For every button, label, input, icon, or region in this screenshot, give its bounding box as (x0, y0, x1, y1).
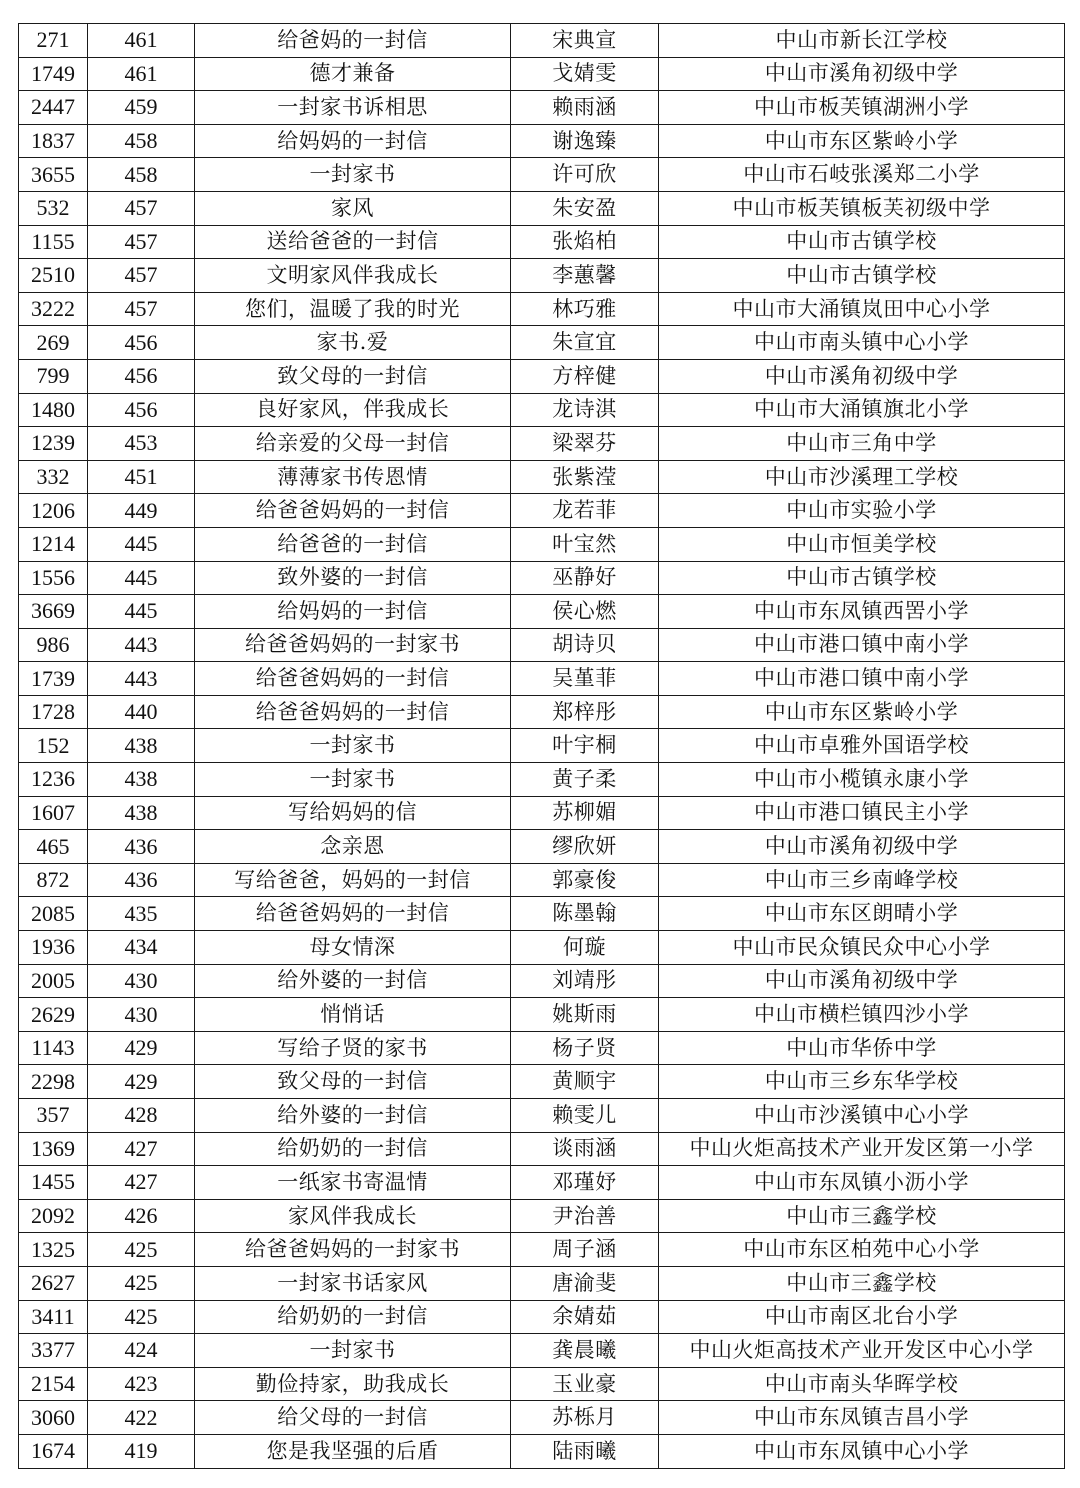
entry-number-cell: 1155 (19, 225, 88, 259)
entry-number-cell: 2447 (19, 91, 88, 125)
school-cell: 中山市溪角初级中学 (659, 57, 1065, 91)
essay-title-cell: 给爸爸妈妈的一封信 (195, 695, 511, 729)
school-cell: 中山市东区朗晴小学 (659, 897, 1065, 931)
table-row (19, 460, 1065, 494)
essay-title-cell: 薄薄家书传恩情 (195, 460, 511, 494)
score-cell: 438 (88, 796, 195, 830)
school-cell: 中山火炬高技术产业开发区中心小学 (659, 1334, 1065, 1368)
essay-title-cell: 写给爸爸，妈妈的一封信 (195, 863, 511, 897)
author-name-cell: 叶宇桐 (511, 729, 659, 763)
school-cell: 中山市东凤镇西罟小学 (659, 595, 1065, 629)
score-cell: 458 (88, 158, 195, 192)
author-name-cell: 龙诗淇 (511, 393, 659, 427)
table-row (19, 57, 1065, 91)
table-row (19, 998, 1065, 1032)
school-cell: 中山市古镇学校 (659, 225, 1065, 259)
author-name-cell: 龚晨曦 (511, 1334, 659, 1368)
school-cell: 中山市溪角初级中学 (659, 964, 1065, 998)
author-name-cell: 张紫滢 (511, 460, 659, 494)
table-row (19, 124, 1065, 158)
author-name-cell: 赖雨涵 (511, 91, 659, 125)
table-row (19, 1166, 1065, 1200)
school-cell: 中山市恒美学校 (659, 527, 1065, 561)
entry-number-cell: 2510 (19, 259, 88, 293)
table-row (19, 527, 1065, 561)
essay-title-cell: 给奶奶的一封信 (195, 1132, 511, 1166)
score-cell: 449 (88, 494, 195, 528)
table-row (19, 1065, 1065, 1099)
score-cell: 427 (88, 1132, 195, 1166)
essay-title-cell: 给爸爸的一封信 (195, 527, 511, 561)
author-name-cell: 梁翠芬 (511, 427, 659, 461)
score-cell: 461 (88, 57, 195, 91)
entry-number-cell: 532 (19, 191, 88, 225)
table-row (19, 796, 1065, 830)
author-name-cell: 尹治善 (511, 1199, 659, 1233)
essay-title-cell: 给爸爸妈妈的一封信 (195, 662, 511, 696)
table-row (19, 1334, 1065, 1368)
score-cell: 429 (88, 1031, 195, 1065)
table-row (19, 1031, 1065, 1065)
score-cell: 435 (88, 897, 195, 931)
school-cell: 中山市古镇学校 (659, 561, 1065, 595)
school-cell: 中山市三角中学 (659, 427, 1065, 461)
results-table-body (19, 24, 1065, 1469)
school-cell: 中山市沙溪理工学校 (659, 460, 1065, 494)
table-row (19, 1132, 1065, 1166)
school-cell: 中山市三乡东华学校 (659, 1065, 1065, 1099)
table-row (19, 662, 1065, 696)
school-cell: 中山市溪角初级中学 (659, 359, 1065, 393)
essay-title-cell: 给妈妈的一封信 (195, 124, 511, 158)
entry-number-cell: 1556 (19, 561, 88, 595)
author-name-cell: 何璇 (511, 931, 659, 965)
table-row (19, 292, 1065, 326)
school-cell: 中山市华侨中学 (659, 1031, 1065, 1065)
essay-title-cell: 良好家风，伴我成长 (195, 393, 511, 427)
essay-title-cell: 一封家书诉相思 (195, 91, 511, 125)
score-cell: 457 (88, 191, 195, 225)
school-cell: 中山市东凤镇小沥小学 (659, 1166, 1065, 1200)
entry-number-cell: 2092 (19, 1199, 88, 1233)
school-cell: 中山市大涌镇岚田中心小学 (659, 292, 1065, 326)
school-cell: 中山市三乡南峰学校 (659, 863, 1065, 897)
essay-title-cell: 写给子贤的家书 (195, 1031, 511, 1065)
essay-title-cell: 家书.爱 (195, 326, 511, 360)
author-name-cell: 宋典宣 (511, 24, 659, 58)
table-row (19, 1434, 1065, 1468)
table-row (19, 561, 1065, 595)
author-name-cell: 黄子柔 (511, 763, 659, 797)
entry-number-cell: 1239 (19, 427, 88, 461)
entry-number-cell: 269 (19, 326, 88, 360)
entry-number-cell: 271 (19, 24, 88, 58)
entry-number-cell: 1480 (19, 393, 88, 427)
score-cell: 425 (88, 1233, 195, 1267)
entry-number-cell: 2085 (19, 897, 88, 931)
table-row (19, 863, 1065, 897)
essay-title-cell: 写给妈妈的信 (195, 796, 511, 830)
school-cell: 中山市石岐张溪郑二小学 (659, 158, 1065, 192)
school-cell: 中山市沙溪镇中心小学 (659, 1099, 1065, 1133)
school-cell: 中山市南区北台小学 (659, 1300, 1065, 1334)
score-cell: 457 (88, 292, 195, 326)
author-name-cell: 巫静好 (511, 561, 659, 595)
table-row (19, 494, 1065, 528)
score-cell: 423 (88, 1367, 195, 1401)
essay-title-cell: 给爸爸妈妈的一封信 (195, 897, 511, 931)
essay-title-cell: 您们，温暖了我的时光 (195, 292, 511, 326)
score-cell: 456 (88, 326, 195, 360)
author-name-cell: 朱宣宜 (511, 326, 659, 360)
school-cell: 中山市新长江学校 (659, 24, 1065, 58)
score-cell: 426 (88, 1199, 195, 1233)
school-cell: 中山市三鑫学校 (659, 1266, 1065, 1300)
score-cell: 422 (88, 1401, 195, 1435)
essay-title-cell: 致父母的一封信 (195, 359, 511, 393)
entry-number-cell: 1749 (19, 57, 88, 91)
entry-number-cell: 1837 (19, 124, 88, 158)
author-name-cell: 杨子贤 (511, 1031, 659, 1065)
score-cell: 438 (88, 729, 195, 763)
essay-title-cell: 您是我坚强的后盾 (195, 1434, 511, 1468)
score-cell: 445 (88, 595, 195, 629)
table-row (19, 24, 1065, 58)
author-name-cell: 黄顺宇 (511, 1065, 659, 1099)
table-row (19, 695, 1065, 729)
school-cell: 中山市小榄镇永康小学 (659, 763, 1065, 797)
school-cell: 中山市港口镇中南小学 (659, 662, 1065, 696)
essay-title-cell: 一封家书话家风 (195, 1266, 511, 1300)
school-cell: 中山市东区紫岭小学 (659, 695, 1065, 729)
score-cell: 430 (88, 998, 195, 1032)
school-cell: 中山市横栏镇四沙小学 (659, 998, 1065, 1032)
score-cell: 453 (88, 427, 195, 461)
entry-number-cell: 1728 (19, 695, 88, 729)
author-name-cell: 谈雨涵 (511, 1132, 659, 1166)
entry-number-cell: 1607 (19, 796, 88, 830)
author-name-cell: 叶宝然 (511, 527, 659, 561)
entry-number-cell: 1325 (19, 1233, 88, 1267)
author-name-cell: 李蕙馨 (511, 259, 659, 293)
table-row (19, 1099, 1065, 1133)
entry-number-cell: 1206 (19, 494, 88, 528)
essay-title-cell: 给奶奶的一封信 (195, 1300, 511, 1334)
author-name-cell: 方梓健 (511, 359, 659, 393)
score-cell: 451 (88, 460, 195, 494)
table-row (19, 964, 1065, 998)
score-cell: 458 (88, 124, 195, 158)
entry-number-cell: 1369 (19, 1132, 88, 1166)
table-row (19, 359, 1065, 393)
school-cell: 中山市港口镇中南小学 (659, 628, 1065, 662)
score-cell: 457 (88, 259, 195, 293)
essay-title-cell: 给外婆的一封信 (195, 1099, 511, 1133)
table-row (19, 393, 1065, 427)
school-cell: 中山市板芙镇板芙初级中学 (659, 191, 1065, 225)
table-row (19, 1233, 1065, 1267)
essay-title-cell: 给爸妈的一封信 (195, 24, 511, 58)
author-name-cell: 苏柳媚 (511, 796, 659, 830)
entry-number-cell: 3655 (19, 158, 88, 192)
score-cell: 459 (88, 91, 195, 125)
author-name-cell: 唐渝斐 (511, 1266, 659, 1300)
essay-title-cell: 致外婆的一封信 (195, 561, 511, 595)
author-name-cell: 吴堇菲 (511, 662, 659, 696)
essay-title-cell: 家风伴我成长 (195, 1199, 511, 1233)
author-name-cell: 张焰柏 (511, 225, 659, 259)
table-row (19, 931, 1065, 965)
entry-number-cell: 1739 (19, 662, 88, 696)
author-name-cell: 玉业豪 (511, 1367, 659, 1401)
score-cell: 425 (88, 1300, 195, 1334)
entry-number-cell: 1236 (19, 763, 88, 797)
author-name-cell: 许可欣 (511, 158, 659, 192)
school-cell: 中山市东区紫岭小学 (659, 124, 1065, 158)
entry-number-cell: 3222 (19, 292, 88, 326)
table-row (19, 628, 1065, 662)
author-name-cell: 苏栎月 (511, 1401, 659, 1435)
essay-title-cell: 家风 (195, 191, 511, 225)
score-cell: 438 (88, 763, 195, 797)
results-table-sheet (18, 23, 1064, 1469)
entry-number-cell: 799 (19, 359, 88, 393)
entry-number-cell: 1674 (19, 1434, 88, 1468)
entry-number-cell: 872 (19, 863, 88, 897)
essay-title-cell: 给爸爸妈妈的一封家书 (195, 1233, 511, 1267)
score-cell: 428 (88, 1099, 195, 1133)
score-cell: 461 (88, 24, 195, 58)
score-cell: 427 (88, 1166, 195, 1200)
school-cell: 中山市东凤镇吉昌小学 (659, 1401, 1065, 1435)
score-cell: 436 (88, 863, 195, 897)
score-cell: 430 (88, 964, 195, 998)
entry-number-cell: 1214 (19, 527, 88, 561)
essay-title-cell: 德才兼备 (195, 57, 511, 91)
school-cell: 中山市南头华晖学校 (659, 1367, 1065, 1401)
essay-title-cell: 勤俭持家，助我成长 (195, 1367, 511, 1401)
school-cell: 中山市民众镇民众中心小学 (659, 931, 1065, 965)
entry-number-cell: 3377 (19, 1334, 88, 1368)
table-row (19, 91, 1065, 125)
author-name-cell: 刘靖彤 (511, 964, 659, 998)
author-name-cell: 林巧雅 (511, 292, 659, 326)
author-name-cell: 郭豪俊 (511, 863, 659, 897)
essay-title-cell: 给爸爸妈妈的一封信 (195, 494, 511, 528)
score-cell: 419 (88, 1434, 195, 1468)
author-name-cell: 赖雯儿 (511, 1099, 659, 1133)
essay-title-cell: 念亲恩 (195, 830, 511, 864)
author-name-cell: 姚斯雨 (511, 998, 659, 1032)
entry-number-cell: 465 (19, 830, 88, 864)
score-cell: 434 (88, 931, 195, 965)
author-name-cell: 陈墨翰 (511, 897, 659, 931)
entry-number-cell: 152 (19, 729, 88, 763)
essay-title-cell: 一封家书 (195, 1334, 511, 1368)
essay-title-cell: 给妈妈的一封信 (195, 595, 511, 629)
score-cell: 425 (88, 1266, 195, 1300)
school-cell: 中山市实验小学 (659, 494, 1065, 528)
essay-title-cell: 一纸家书寄温情 (195, 1166, 511, 1200)
author-name-cell: 余婧茹 (511, 1300, 659, 1334)
school-cell: 中山市港口镇民主小学 (659, 796, 1065, 830)
entry-number-cell: 3669 (19, 595, 88, 629)
entry-number-cell: 2298 (19, 1065, 88, 1099)
school-cell: 中山市板芙镇湖洲小学 (659, 91, 1065, 125)
score-cell: 436 (88, 830, 195, 864)
essay-title-cell: 母女情深 (195, 931, 511, 965)
entry-number-cell: 2154 (19, 1367, 88, 1401)
school-cell: 中山市卓雅外国语学校 (659, 729, 1065, 763)
essay-title-cell: 一封家书 (195, 729, 511, 763)
entry-number-cell: 1143 (19, 1031, 88, 1065)
score-cell: 440 (88, 695, 195, 729)
author-name-cell: 郑梓彤 (511, 695, 659, 729)
table-row (19, 1401, 1065, 1435)
entry-number-cell: 357 (19, 1099, 88, 1133)
table-row (19, 1199, 1065, 1233)
author-name-cell: 周子涵 (511, 1233, 659, 1267)
entry-number-cell: 986 (19, 628, 88, 662)
author-name-cell: 朱安盈 (511, 191, 659, 225)
author-name-cell: 邓瑾妤 (511, 1166, 659, 1200)
table-row (19, 1300, 1065, 1334)
entry-number-cell: 3060 (19, 1401, 88, 1435)
table-row (19, 897, 1065, 931)
score-cell: 443 (88, 628, 195, 662)
school-cell: 中山市东凤镇中心小学 (659, 1434, 1065, 1468)
table-row (19, 191, 1065, 225)
score-cell: 457 (88, 225, 195, 259)
entry-number-cell: 2629 (19, 998, 88, 1032)
table-row (19, 729, 1065, 763)
essay-title-cell: 给爸爸妈妈的一封家书 (195, 628, 511, 662)
score-cell: 456 (88, 359, 195, 393)
author-name-cell: 胡诗贝 (511, 628, 659, 662)
entry-number-cell: 1455 (19, 1166, 88, 1200)
entry-number-cell: 332 (19, 460, 88, 494)
table-row (19, 763, 1065, 797)
entry-number-cell: 1936 (19, 931, 88, 965)
school-cell: 中山火炬高技术产业开发区第一小学 (659, 1132, 1065, 1166)
table-row (19, 326, 1065, 360)
score-cell: 424 (88, 1334, 195, 1368)
author-name-cell: 侯心燃 (511, 595, 659, 629)
entry-number-cell: 3411 (19, 1300, 88, 1334)
score-cell: 445 (88, 527, 195, 561)
table-row (19, 595, 1065, 629)
score-cell: 456 (88, 393, 195, 427)
table-row (19, 259, 1065, 293)
results-table (18, 23, 1065, 1469)
essay-title-cell: 一封家书 (195, 158, 511, 192)
school-cell: 中山市东区柏苑中心小学 (659, 1233, 1065, 1267)
entry-number-cell: 2005 (19, 964, 88, 998)
table-row (19, 158, 1065, 192)
essay-title-cell: 给外婆的一封信 (195, 964, 511, 998)
school-cell: 中山市古镇学校 (659, 259, 1065, 293)
school-cell: 中山市南头镇中心小学 (659, 326, 1065, 360)
table-row (19, 1266, 1065, 1300)
essay-title-cell: 悄悄话 (195, 998, 511, 1032)
table-row (19, 1367, 1065, 1401)
essay-title-cell: 给亲爱的父母一封信 (195, 427, 511, 461)
school-cell: 中山市大涌镇旗北小学 (659, 393, 1065, 427)
author-name-cell: 缪欣妍 (511, 830, 659, 864)
score-cell: 443 (88, 662, 195, 696)
school-cell: 中山市溪角初级中学 (659, 830, 1065, 864)
essay-title-cell: 送给爸爸的一封信 (195, 225, 511, 259)
entry-number-cell: 2627 (19, 1266, 88, 1300)
essay-title-cell: 给父母的一封信 (195, 1401, 511, 1435)
score-cell: 445 (88, 561, 195, 595)
table-row (19, 225, 1065, 259)
essay-title-cell: 文明家风伴我成长 (195, 259, 511, 293)
table-row (19, 830, 1065, 864)
score-cell: 429 (88, 1065, 195, 1099)
author-name-cell: 谢逸臻 (511, 124, 659, 158)
essay-title-cell: 一封家书 (195, 763, 511, 797)
author-name-cell: 陆雨曦 (511, 1434, 659, 1468)
table-row (19, 427, 1065, 461)
author-name-cell: 戈婧雯 (511, 57, 659, 91)
essay-title-cell: 致父母的一封信 (195, 1065, 511, 1099)
school-cell: 中山市三鑫学校 (659, 1199, 1065, 1233)
author-name-cell: 龙若菲 (511, 494, 659, 528)
